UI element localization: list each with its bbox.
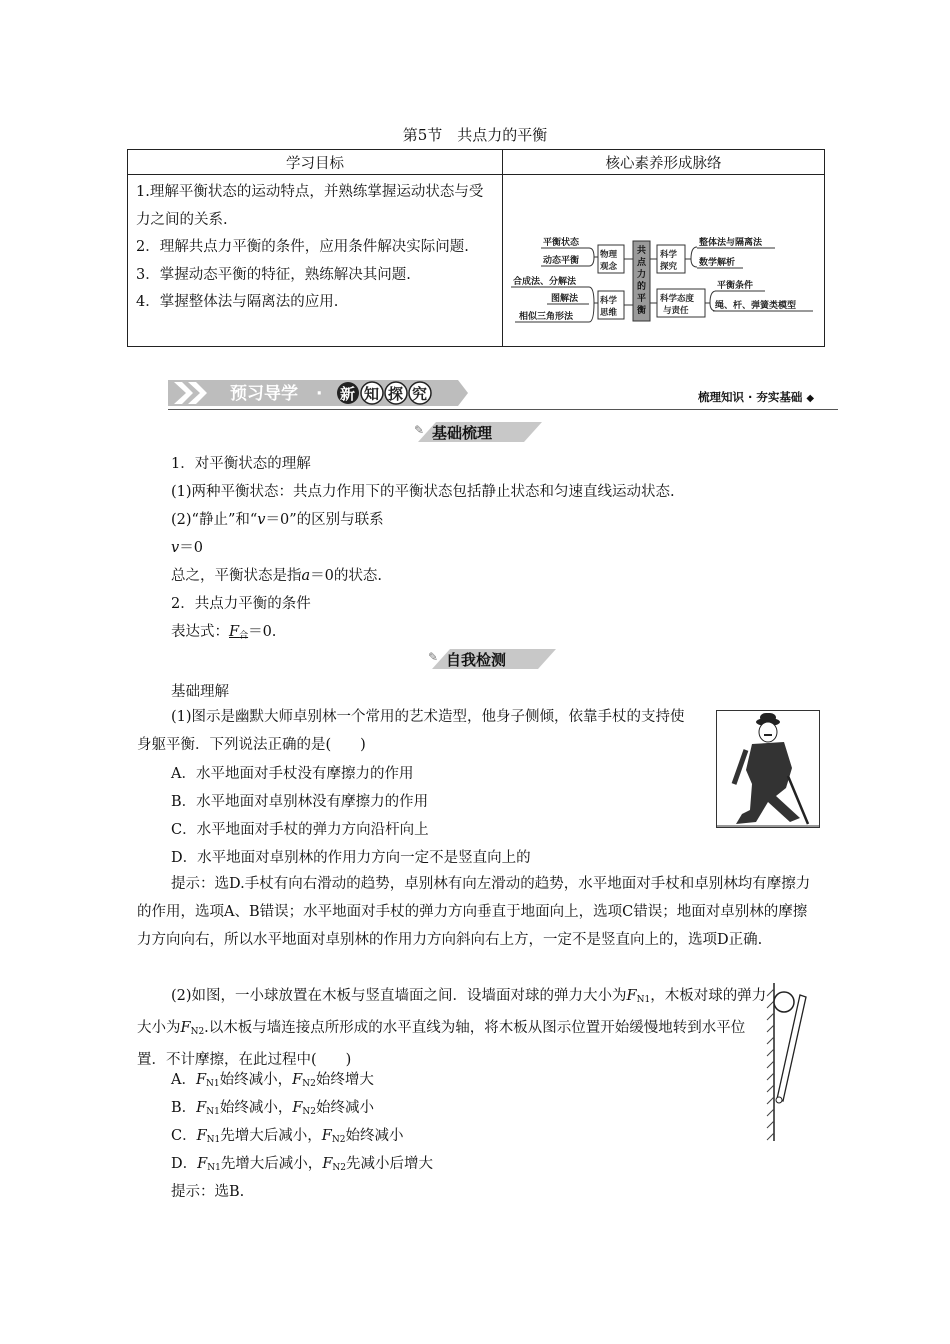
mindmap-item: 图解法 bbox=[551, 294, 579, 304]
svg-text:基础梳理: 基础梳理 bbox=[432, 424, 493, 442]
option: B．水平地面对卓别林没有摩擦力的作用 bbox=[171, 794, 429, 810]
hint: 提示：选B. bbox=[171, 1184, 245, 1200]
mindmap-box: 科学 bbox=[600, 296, 618, 306]
svg-text:点: 点 bbox=[637, 258, 647, 268]
text-line: (1)两种平衡状态：共点力作用下的平衡状态包括静止状态和匀速直线运动状态. bbox=[171, 484, 675, 500]
mindmap-item: 合成法、分解法 bbox=[513, 277, 577, 287]
pencil-icon: ✎ bbox=[428, 650, 439, 664]
ball-board-wall-diagram bbox=[762, 983, 812, 1145]
mindmap-box: 科学 bbox=[660, 250, 678, 260]
option: B．$F_{N1}$始终减小，$F_{N2}$始终减小 bbox=[171, 1100, 374, 1117]
option: C．$F_{N1}$先增大后减小，$F_{N2}$始终减小 bbox=[171, 1128, 404, 1145]
banner-char: 知 bbox=[364, 385, 380, 403]
diamond-icon: ◆ bbox=[806, 393, 815, 404]
question-stem: (2)如图，一小球放置在木板与竖直墙面之间．设墙面对球的弹力大小为$F_{N1}$，木板对球的弹力大小为$F_{N2}$.以木板与墙连接点所形成的水平直线为轴，将木板从图示位置开始缓慢地转到水平位置．不计摩擦，在此过程中( ) bbox=[137, 988, 767, 1068]
goal-item: 1.理解平衡状态的运动特点，并熟练掌握运动状态与受力之间的关系. bbox=[136, 184, 484, 228]
mindmap-item: 绳、杆、弹簧类模型 bbox=[715, 301, 797, 311]
objectives-table bbox=[127, 149, 825, 347]
text-line: 表达式：$F_合=0$. bbox=[171, 624, 277, 641]
subheading: 基础理解 bbox=[171, 684, 229, 700]
col-header-mindmap: 核心素养形成脉络 bbox=[503, 150, 825, 175]
banner-char: 究 bbox=[412, 385, 428, 403]
option: A．水平地面对手杖没有摩擦力的作用 bbox=[171, 766, 414, 782]
svg-text:的: 的 bbox=[637, 282, 647, 292]
goal-item: 2．理解共点力平衡的条件，应用条件解决实际问题. bbox=[136, 239, 469, 255]
mindmap-item: 整体法与隔离法 bbox=[699, 238, 763, 248]
goal-item: 4．掌握整体法与隔离法的应用. bbox=[136, 294, 339, 310]
hint: 提示：选D.手杖有向右滑动的趋势，卓别林有向左滑动的趋势，水平地面对手杖和卓别林均有摩擦力的作用，选项A、B错误；水平地面对手杖的弹力方向垂直于地面向上，选项C错误；地面对卓别林的摩擦力方向向右，所以水平地面对卓别林的作用力方向斜向右上方，一定不是竖直向上的，选项D正确. bbox=[137, 876, 811, 948]
svg-text:力: 力 bbox=[637, 270, 647, 280]
chaplin-figure bbox=[716, 710, 820, 828]
text-line: 1．对平衡状态的理解 bbox=[171, 456, 311, 472]
mindmap-item: 相似三角形法 bbox=[519, 312, 574, 322]
divider bbox=[168, 409, 838, 410]
text-line: 2．共点力平衡的条件 bbox=[171, 596, 311, 612]
banner-tagline: 梳理知识 · 夯实基础 ◆ bbox=[698, 390, 815, 404]
col-header-goals: 学习目标 bbox=[128, 150, 503, 175]
svg-text:自我检测: 自我检测 bbox=[446, 651, 507, 669]
mindmap-box: 与责任 bbox=[663, 306, 689, 316]
page-title: 第5节 共点力的平衡 bbox=[402, 126, 548, 144]
mindmap-box: 物理 bbox=[600, 250, 618, 260]
mindmap-item: 动态平衡 bbox=[543, 256, 580, 266]
mindmap-box: 思维 bbox=[600, 308, 618, 318]
banner-dot: · bbox=[316, 384, 323, 404]
svg-text:平: 平 bbox=[637, 294, 647, 304]
option: C．水平地面对手杖的弹力方向沿杆向上 bbox=[171, 822, 429, 838]
section-heading-basics bbox=[410, 420, 542, 444]
mindmap-box: 观念 bbox=[600, 262, 618, 272]
option: D．$F_{N1}$先增大后减小，$F_{N2}$先减小后增大 bbox=[171, 1156, 433, 1173]
banner-char: 探 bbox=[388, 385, 404, 403]
question-stem: (1)图示是幽默大师卓别林一个常用的艺术造型，他身子侧倾，依靠手杖的支持使身躯平衡．下列说法正确的是( ) bbox=[137, 709, 685, 753]
option: D．水平地面对卓别林的作用力方向一定不是竖直向上的 bbox=[171, 850, 531, 866]
banner-left-text: 预习导学 bbox=[230, 384, 298, 404]
mindmap-item: 平衡状态 bbox=[543, 238, 580, 248]
section-heading-selfcheck bbox=[424, 647, 556, 671]
section-banner bbox=[168, 378, 468, 408]
pencil-icon: ✎ bbox=[414, 423, 425, 437]
mindmap-diagram bbox=[503, 175, 823, 345]
text-line: (2)“静止”和“v＝0”的区别与联系 bbox=[171, 512, 384, 528]
svg-text:衡: 衡 bbox=[637, 306, 647, 316]
mindmap-item: 平衡条件 bbox=[717, 281, 754, 291]
mindmap-center: 共 bbox=[637, 246, 647, 256]
banner-char: 新 bbox=[340, 385, 356, 403]
option: A．$F_{N1}$始终减小，$F_{N2}$始终增大 bbox=[171, 1072, 374, 1089]
mindmap-item: 数学解析 bbox=[699, 258, 736, 268]
goal-item: 3．掌握动态平衡的特征，熟练解决其问题. bbox=[136, 266, 411, 283]
mindmap-box: 科学态度 bbox=[660, 294, 695, 304]
text-line: v＝0 bbox=[171, 540, 203, 556]
goals-list bbox=[128, 175, 502, 317]
mindmap-box: 探究 bbox=[660, 262, 678, 272]
text-line: 总之，平衡状态是指a＝0的状态. bbox=[171, 568, 382, 584]
